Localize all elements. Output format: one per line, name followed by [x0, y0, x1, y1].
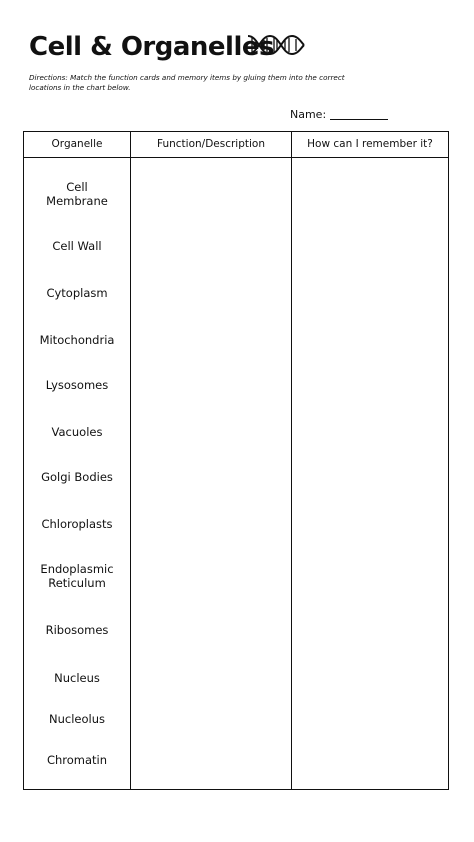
organelle-label-chloroplasts: Chloroplasts — [41, 517, 113, 531]
organelle-label-chromatin: Chromatin — [46, 753, 108, 767]
page-title: Cell & Organelles — [29, 32, 274, 62]
dna-icon — [246, 32, 306, 58]
organelle-chart — [23, 131, 449, 790]
column-divider-2 — [291, 132, 292, 789]
organelle-label-nucleolus: Nucleolus — [49, 712, 105, 726]
directions-text: Directions: Match the function cards and memory items by gluing them into the correct locations in the chart below. — [29, 73, 345, 92]
organelle-label-mitochondria: Mitochondria — [39, 333, 115, 347]
organelle-label-ribosomes: Ribosomes — [45, 623, 109, 637]
column-divider-1 — [130, 132, 131, 789]
organelle-label-endoplasmic-reticulum: Endoplasmic Reticulum — [40, 562, 114, 590]
organelle-label-cytoplasm: Cytoplasm — [46, 286, 108, 300]
name-label: Name: — [290, 108, 327, 121]
organelle-label-cell-wall: Cell Wall — [52, 239, 102, 253]
organelle-label-golgi-bodies: Golgi Bodies — [41, 470, 113, 484]
organelle-label-cell-membrane: Cell Membrane — [46, 180, 108, 208]
name-field[interactable] — [290, 108, 388, 121]
column-header-organelle: Organelle — [51, 138, 103, 150]
column-header-remember: How can I remember it? — [307, 138, 433, 150]
organelle-label-lysosomes: Lysosomes — [45, 378, 109, 392]
header-divider — [24, 157, 448, 158]
organelle-label-nucleus: Nucleus — [54, 671, 100, 685]
organelle-label-vacuoles: Vacuoles — [51, 425, 103, 439]
name-blank-line[interactable] — [330, 109, 388, 120]
column-header-function: Function/Description — [157, 138, 265, 150]
